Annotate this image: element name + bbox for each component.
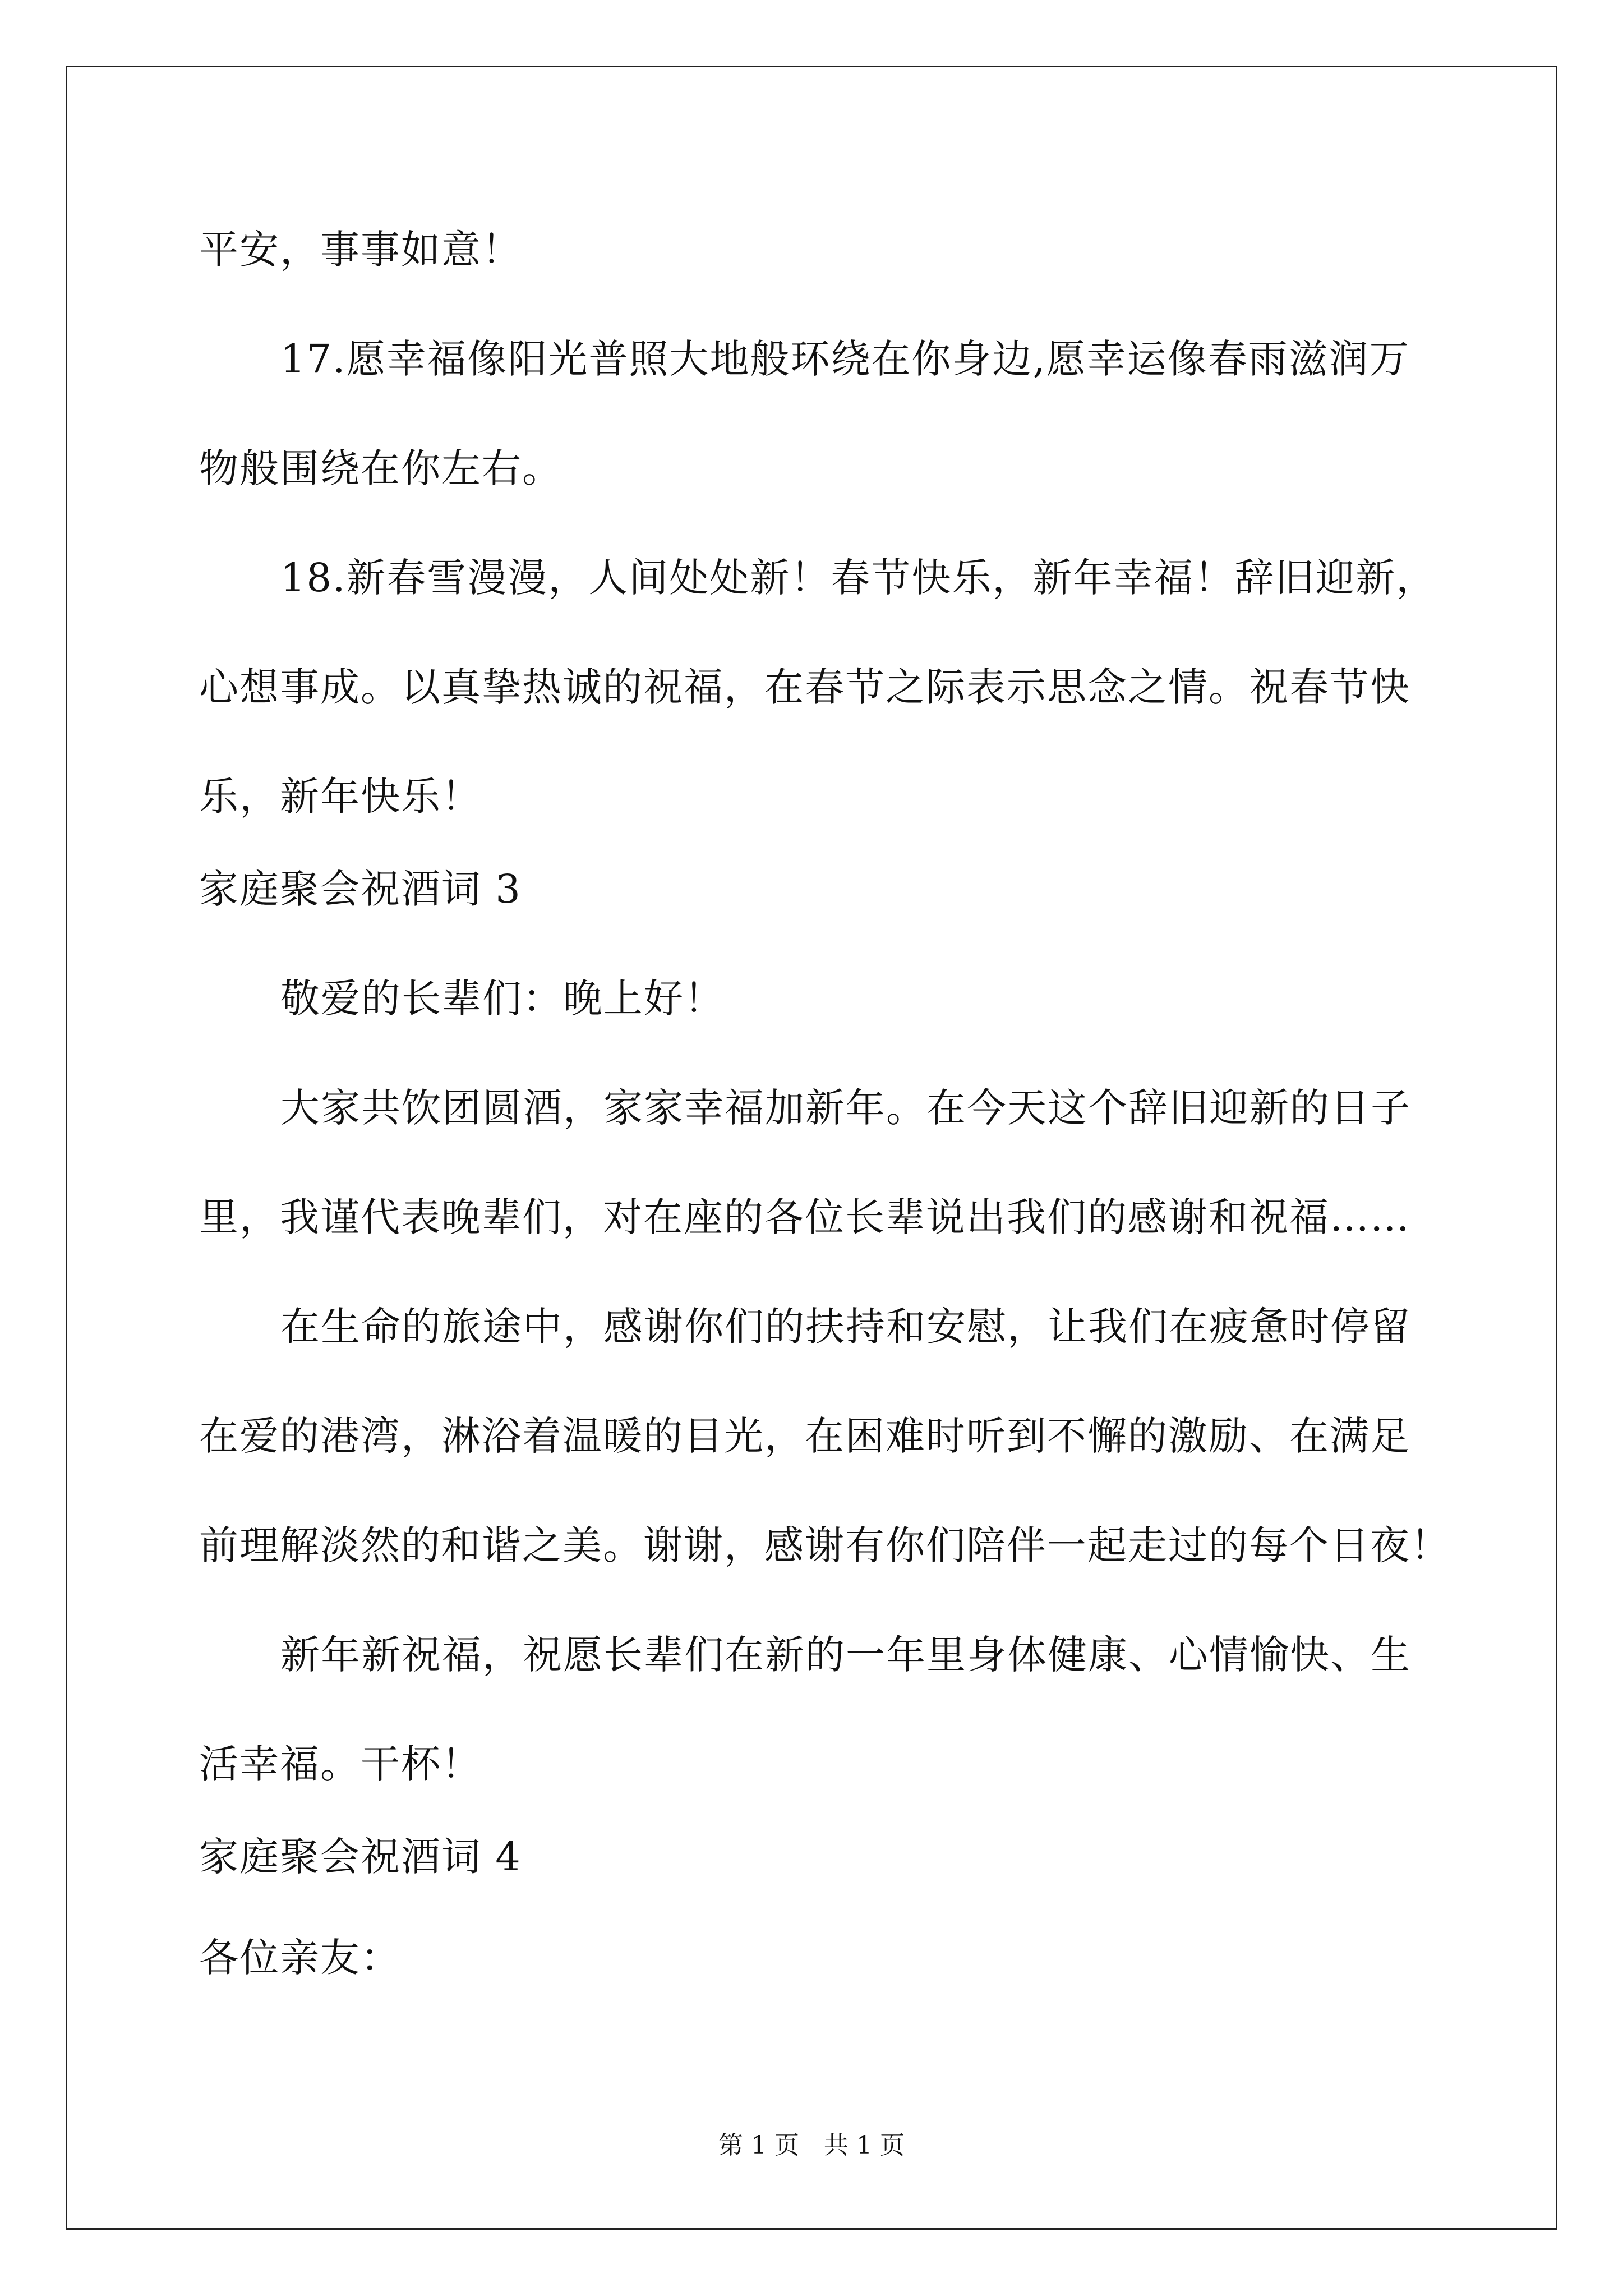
- paragraph-line: 大家共饮团圆酒，家家幸福加新年。在今天这个辞旧迎新的日子: [280, 1085, 1411, 1131]
- paragraph-line: 心想事成。以真挚热诚的祝福，在春节之际表示思念之情。祝春节快: [199, 664, 1410, 710]
- paragraph-line: 各位亲友：: [199, 1935, 401, 1981]
- paragraph-line: 里，我谨代表晚辈们，对在座的各位长辈说出我们的感谢和祝福……: [199, 1194, 1410, 1240]
- paragraph-line: 乐，新年快乐！: [199, 774, 482, 820]
- paragraph-line: 前理解淡然的和谐之美。谢谢，感谢有你们陪伴一起走过的每个日夜！: [199, 1522, 1451, 1568]
- page-footer: 第 1 页 共 1 页: [718, 2131, 905, 2160]
- paragraph-line: 平安，事事如意！: [199, 227, 522, 273]
- paragraph-line: 在生命的旅途中，感谢你们的扶持和安慰，让我们在疲惫时停留: [280, 1304, 1411, 1350]
- paragraph-line: 物般围绕在你左右。: [199, 445, 562, 491]
- paragraph-line: 新年新祝福，祝愿长辈们在新的一年里身体健康、心情愉快、生: [280, 1632, 1411, 1678]
- section-heading: 家庭聚会祝酒词 3: [199, 866, 522, 912]
- page-border: [66, 66, 1557, 2230]
- paragraph-line: 17.愿幸福像阳光普照大地般环绕在你身边,愿幸运像春雨滋润万: [280, 336, 1410, 382]
- paragraph-line: 18.新春雪漫漫，人间处处新！春节快乐，新年幸福！辞旧迎新，: [280, 555, 1437, 601]
- paragraph-line: 敬爱的长辈们：晚上好！: [280, 976, 725, 1022]
- section-heading: 家庭聚会祝酒词 4: [199, 1834, 522, 1880]
- paragraph-line: 在爱的港湾，淋浴着温暖的目光，在困难时听到不懈的激励、在满足: [199, 1413, 1410, 1459]
- paragraph-line: 活幸福。干杯！: [199, 1741, 482, 1787]
